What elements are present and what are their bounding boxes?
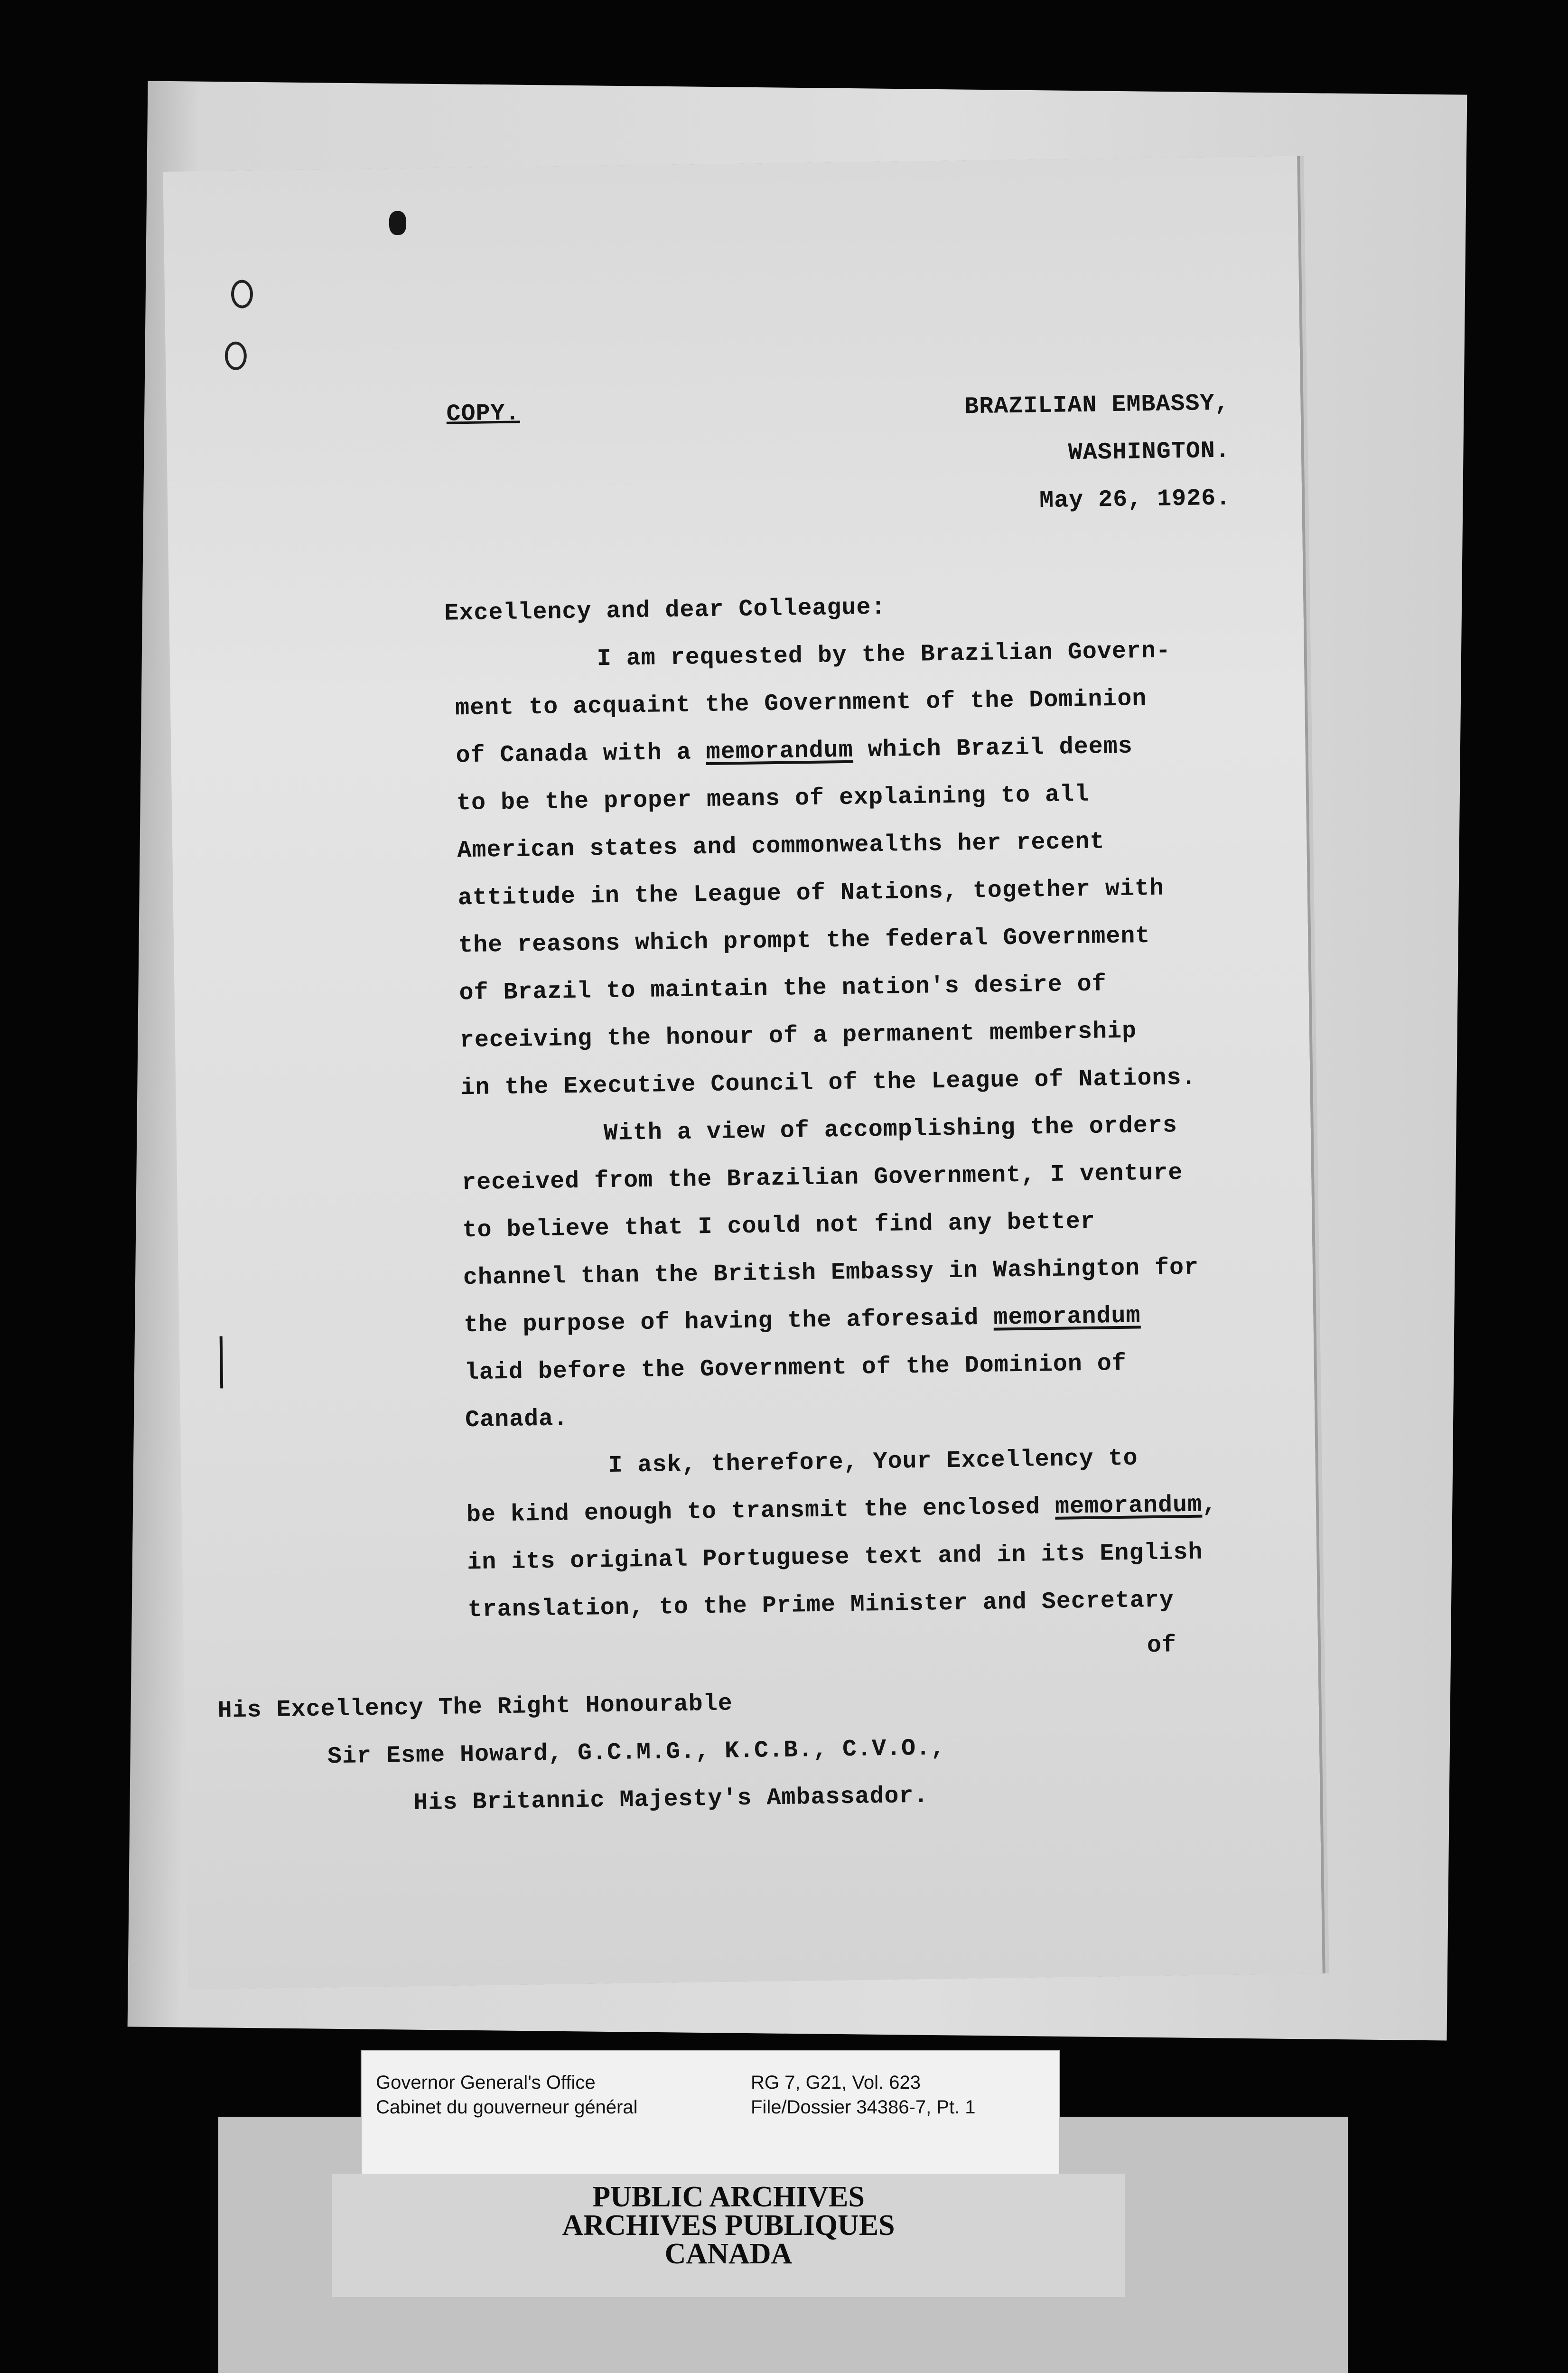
office-name-en: Governor General's Office bbox=[376, 2072, 596, 2093]
punch-hole-bottom bbox=[224, 341, 247, 370]
salutation: Excellency and dear Colleague: bbox=[444, 594, 886, 627]
copy-label: COPY. bbox=[446, 400, 520, 428]
addressee-line: Sir Esme Howard, G.C.M.G., K.C.B., C.V.O., bbox=[327, 1735, 946, 1771]
letter-page bbox=[163, 156, 1322, 1990]
body-line: attitude in the League of Nations, together with bbox=[457, 875, 1165, 912]
body-text: the purpose of having the aforesaid bbox=[463, 1304, 994, 1339]
body-line: the reasons which prompt the federal Government bbox=[458, 922, 1150, 960]
body-line: in the Executive Council of the League of Nations. bbox=[460, 1064, 1196, 1102]
stamp-line: CANADA bbox=[664, 2238, 793, 2270]
ink-blot bbox=[389, 211, 407, 235]
body-line: to believe that I could not find any better bbox=[462, 1208, 1096, 1244]
body-text: be kind enough to transmit the enclosed bbox=[466, 1493, 1055, 1529]
memorandum-underlined: memorandum bbox=[706, 737, 854, 766]
addressee-line: His Britannic Majesty's Ambassador. bbox=[413, 1782, 929, 1817]
body-line bbox=[466, 1435, 1138, 1492]
body-line: laid before the Government of the Dominion of bbox=[464, 1350, 1127, 1387]
body-line bbox=[464, 1292, 1141, 1349]
body-line: to be the proper means of explaining to all bbox=[456, 781, 1090, 817]
body-line: Canada. bbox=[465, 1405, 569, 1434]
letter-date: May 26, 1926. bbox=[1039, 485, 1231, 515]
stamp-line: PUBLIC ARCHIVES bbox=[592, 2181, 865, 2213]
body-line: of Brazil to maintain the nation's desire of bbox=[459, 971, 1107, 1007]
punch-hole-top bbox=[231, 280, 253, 308]
file-reference: File/Dossier 34386-7, Pt. 1 bbox=[751, 2097, 976, 2118]
body-line: ment to acquaint the Government of the Dominion bbox=[455, 685, 1147, 722]
embassy-city: WASHINGTON. bbox=[1068, 437, 1231, 467]
body-line: channel than the British Embassy in Washington for bbox=[463, 1254, 1199, 1292]
margin-bracket-mark bbox=[220, 1336, 224, 1388]
body-text: , bbox=[1202, 1491, 1217, 1519]
embassy-name: BRAZILIAN EMBASSY, bbox=[964, 390, 1230, 421]
record-group-reference: RG 7, G21, Vol. 623 bbox=[751, 2072, 921, 2093]
memorandum-underlined: memorandum bbox=[993, 1302, 1141, 1332]
body-line: received from the Brazilian Government, I venture bbox=[461, 1159, 1183, 1197]
body-line: American states and commonwealths her recent bbox=[457, 828, 1105, 865]
stamp-line: ARCHIVES PUBLIQUES bbox=[562, 2209, 895, 2242]
continuation-word: of bbox=[1147, 1632, 1177, 1660]
body-text: I ask, therefore, Your Excellency to bbox=[608, 1445, 1139, 1480]
body-text: of Canada with a bbox=[456, 739, 707, 770]
body-line bbox=[456, 723, 1133, 780]
body-text: which Brazil deems bbox=[853, 733, 1133, 764]
body-line: translation, to the Prime Minister and Secretary bbox=[467, 1587, 1175, 1624]
office-name-fr: Cabinet du gouverneur général bbox=[376, 2097, 638, 2118]
body-text: With a view of accomplishing the orders bbox=[603, 1112, 1178, 1148]
public-archives-stamp bbox=[332, 2174, 1125, 2297]
body-text: I am requested by the Brazilian Govern- bbox=[597, 637, 1171, 673]
body-line: receiving the honour of a permanent membership bbox=[459, 1018, 1137, 1055]
body-line: in its original Portuguese text and in its English bbox=[467, 1539, 1203, 1577]
memorandum-underlined: memorandum bbox=[1055, 1491, 1203, 1521]
addressee-line: His Excellency The Right Honourable bbox=[217, 1690, 733, 1725]
